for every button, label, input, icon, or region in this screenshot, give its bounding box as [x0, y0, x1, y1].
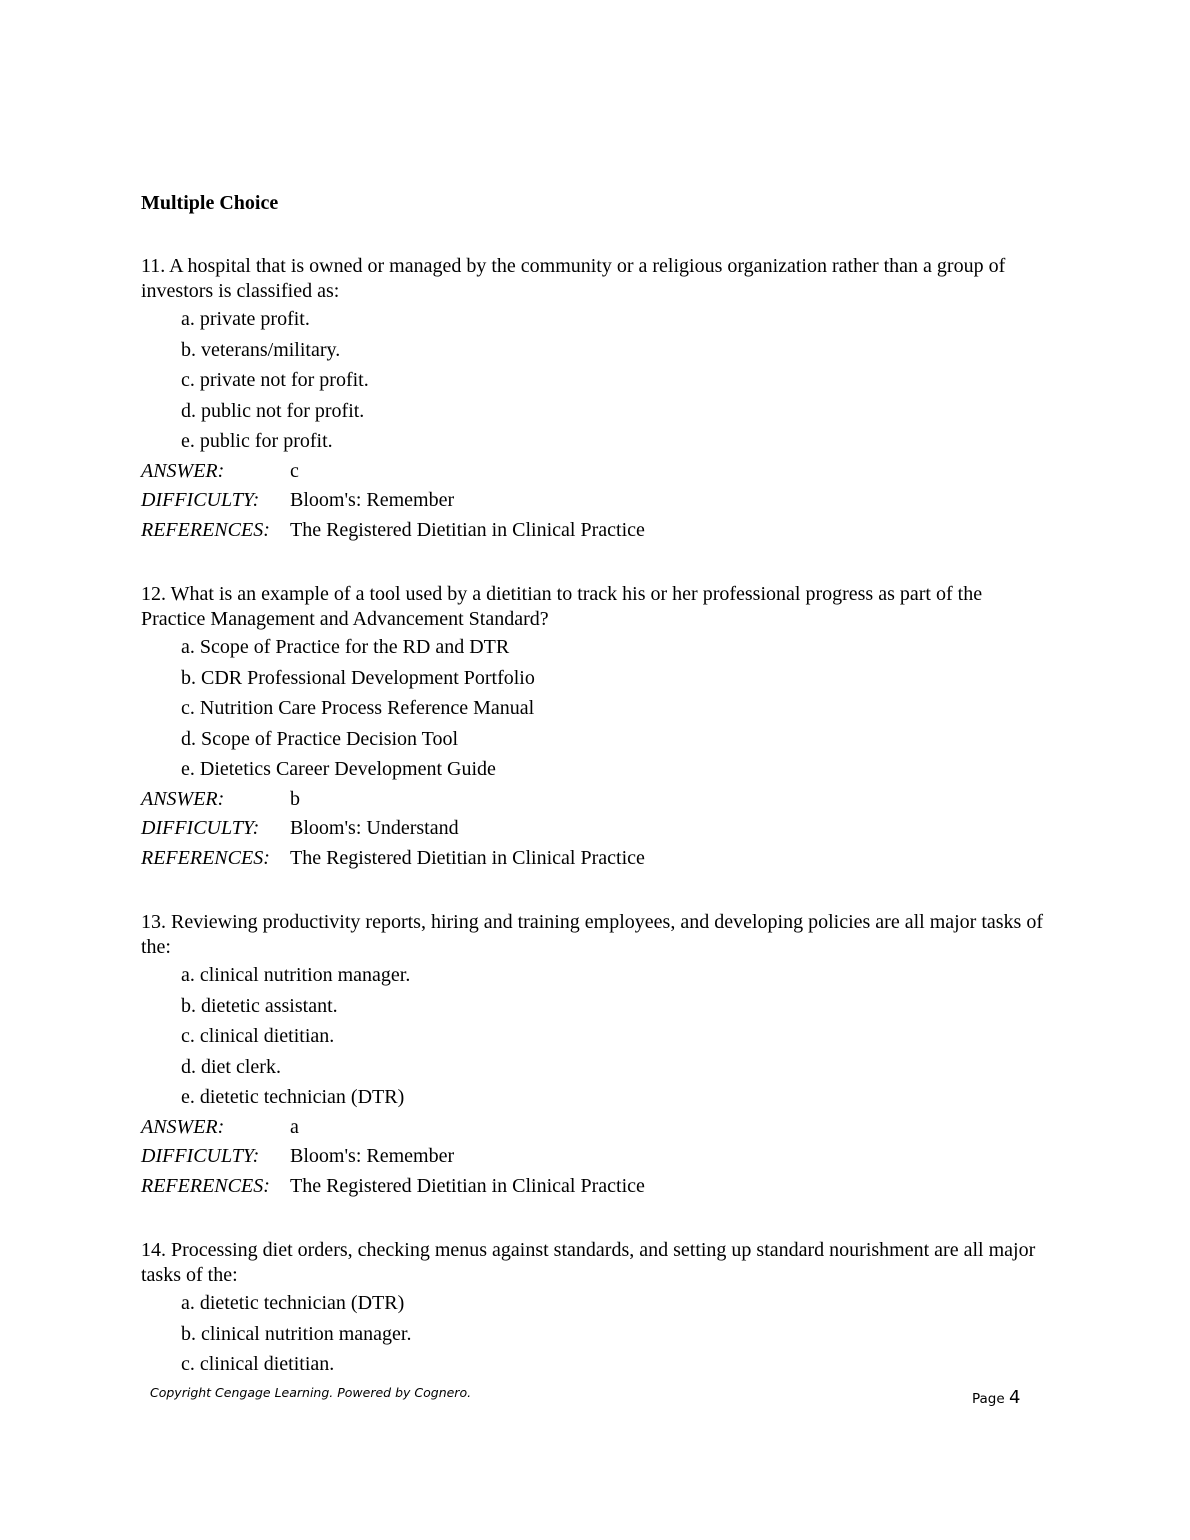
- option-b: b. clinical nutrition manager.: [181, 1322, 412, 1345]
- references-row: [141, 516, 1051, 546]
- option-list: [141, 1288, 1051, 1380]
- answer-row: [141, 785, 1051, 815]
- difficulty-value: Bloom's: Understand: [290, 817, 459, 839]
- difficulty-value: Bloom's: Remember: [290, 489, 455, 511]
- difficulty-row: [141, 814, 1051, 844]
- option-c: c. private not for profit.: [181, 369, 369, 391]
- question-stem: 12. What is an example of a tool used by a dietitian to track his or her professional progress as part of the Practice Management and Advancement Standard?: [141, 583, 983, 630]
- option-c: c. clinical dietitian.: [181, 1025, 335, 1047]
- option-e: e. public for profit.: [181, 430, 333, 452]
- references-label: REFERENCES:: [141, 1174, 270, 1197]
- answer-label: ANSWER:: [141, 1115, 225, 1138]
- option-a: a. clinical nutrition manager.: [181, 964, 411, 986]
- page-number: 4: [1008, 1387, 1021, 1408]
- answer-label: ANSWER:: [141, 787, 225, 810]
- question-12: [141, 582, 1051, 873]
- question-stem: 11. A hospital that is owned or managed by the community or a religious organization rather than a group of investors is classified as:: [141, 255, 1006, 302]
- references-value: The Registered Dietitian in Clinical Practice: [290, 846, 645, 869]
- difficulty-row: [141, 1142, 1051, 1172]
- option-c: c. Nutrition Care Process Reference Manual: [181, 697, 535, 719]
- references-row: [141, 844, 1051, 874]
- references-value: The Registered Dietitian in Clinical Practice: [290, 1174, 645, 1197]
- answer-value: a: [290, 1115, 299, 1138]
- references-label: REFERENCES:: [141, 846, 270, 869]
- option-c: c. clinical dietitian.: [181, 1353, 335, 1375]
- option-d: d. diet clerk.: [181, 1055, 281, 1078]
- option-a: a. Scope of Practice for the RD and DTR: [181, 636, 510, 658]
- answer-label: ANSWER:: [141, 459, 225, 482]
- question-14: [141, 1238, 1051, 1380]
- answer-row: [141, 457, 1051, 487]
- option-list: [141, 960, 1051, 1113]
- answer-value: c: [290, 459, 299, 482]
- option-list: [141, 632, 1051, 785]
- references-row: [141, 1172, 1051, 1202]
- difficulty-label: DIFFICULTY:: [141, 489, 260, 511]
- answer-value: b: [290, 787, 300, 810]
- question-13: [141, 910, 1051, 1201]
- difficulty-row: [141, 486, 1051, 516]
- page-label: Page: [972, 1391, 1005, 1407]
- question-stem: 13. Reviewing productivity reports, hiring and training employees, and developing policies are all major tasks of the:: [141, 911, 1044, 958]
- option-d: d. public not for profit.: [181, 399, 365, 422]
- footer-page-number: [972, 1387, 1020, 1408]
- option-b: b. dietetic assistant.: [181, 994, 338, 1017]
- difficulty-label: DIFFICULTY:: [141, 1145, 260, 1167]
- option-e: e. Dietetics Career Development Guide: [181, 758, 496, 780]
- option-e: e. dietetic technician (DTR): [181, 1086, 405, 1108]
- references-label: REFERENCES:: [141, 518, 270, 541]
- option-d: d. Scope of Practice Decision Tool: [181, 727, 459, 750]
- option-b: b. CDR Professional Development Portfolio: [181, 666, 535, 689]
- difficulty-value: Bloom's: Remember: [290, 1145, 455, 1167]
- question-stem: 14. Processing diet orders, checking menus against standards, and setting up standard nourishment are all major tasks of the:: [141, 1239, 1036, 1286]
- question-11: [141, 254, 1051, 545]
- option-list: [141, 304, 1051, 457]
- section-title: Multiple Choice: [141, 192, 279, 214]
- option-a: a. private profit.: [181, 308, 310, 330]
- difficulty-label: DIFFICULTY:: [141, 817, 260, 839]
- answer-row: [141, 1113, 1051, 1143]
- references-value: The Registered Dietitian in Clinical Practice: [290, 518, 645, 541]
- option-b: b. veterans/military.: [181, 338, 341, 361]
- footer-copyright: Copyright Cengage Learning. Powered by Cognero.: [150, 1385, 472, 1400]
- option-a: a. dietetic technician (DTR): [181, 1292, 405, 1314]
